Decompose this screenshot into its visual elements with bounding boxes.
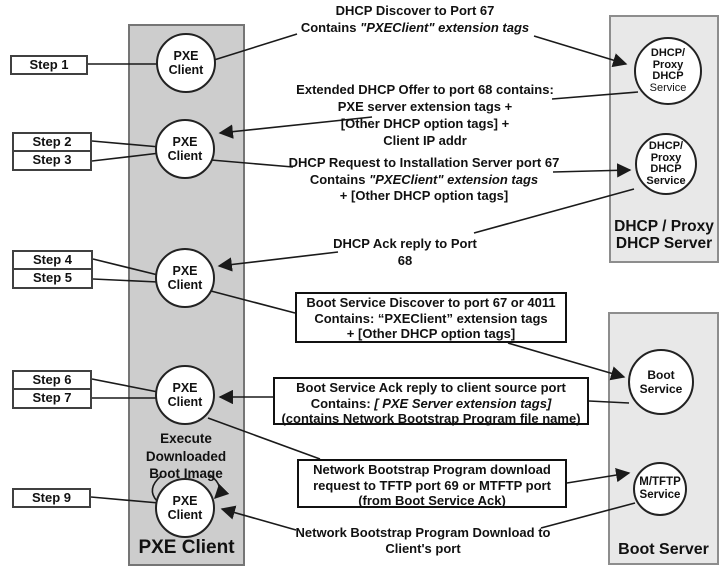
msg-line: Boot Service Ack reply to client source port	[296, 380, 566, 395]
msg-line: [Other DHCP option tags] +	[340, 116, 510, 131]
msg-line: (contains Network Bootstrap Program file name)	[281, 411, 581, 426]
msg-nbp-download	[288, 525, 558, 556]
msg-extended-dhcp-offer	[280, 81, 570, 149]
pxe-client-circle-2	[155, 119, 215, 179]
dhcp-service-label: DHCP/	[650, 47, 686, 59]
dhcp-proxy-server-label-line: DHCP / Proxy	[614, 218, 714, 235]
pxe-client-label: PXE	[172, 494, 198, 508]
boot-service-circle	[628, 349, 694, 415]
pxe-client-label: Client	[167, 508, 203, 522]
msg-line: Contains "PXEClient" extension tags	[309, 171, 539, 187]
pxe-client-circle-1	[156, 33, 216, 93]
msg-line: Contains "PXEClient" extension tags	[300, 19, 530, 35]
pxe-client-label: PXE	[172, 135, 198, 149]
msg-dhcp-discover	[270, 3, 560, 36]
boot-service-label: Boot	[647, 368, 675, 382]
dhcp-service-label: DHCP/	[648, 140, 684, 152]
step-1-box: Step 1	[10, 55, 88, 75]
execute-note-line: Boot Image	[149, 466, 223, 481]
execute-downloaded-boot-image-note	[135, 430, 237, 483]
msg-line: DHCP Request to Installation Server port 67	[288, 155, 560, 170]
pxe-client-label: PXE	[172, 381, 198, 395]
msg-boot-service-discover	[295, 292, 567, 343]
boot-server-label: Boot Server	[618, 541, 709, 558]
msg-line: Contains: [ PXE Server extension tags]	[310, 395, 552, 411]
step-6-box: Step 6	[12, 370, 92, 390]
msg-line: Client IP addr	[383, 133, 467, 148]
arrow-bootdiscover-to-bootservice	[508, 343, 624, 377]
pxe-client-label: Client	[167, 149, 203, 163]
msg-line: + [Other DHCP option tags]	[339, 188, 509, 203]
msg-line: + [Other DHCP option tags]	[346, 326, 516, 341]
msg-nbp-download-request	[297, 459, 567, 508]
msg-line: (from Boot Service Ack)	[358, 493, 506, 508]
execute-note-line: Downloaded	[145, 448, 227, 464]
msg-dhcp-request	[270, 155, 578, 205]
mtftp-service-circle	[633, 462, 687, 516]
msg-line: Network Bootstrap Program Download to	[295, 525, 551, 540]
mtftp-service-label: M/TFTP	[639, 476, 681, 488]
step-4-box: Step 4	[12, 250, 93, 270]
dhcp-proxy-server-label	[607, 218, 721, 252]
dhcp-service-label: Service	[646, 174, 686, 187]
dhcp-service-label: Proxy	[650, 151, 682, 164]
dhcp-service-label: DHCP	[652, 70, 684, 82]
pxe-client-label: PXE	[172, 264, 198, 278]
msg-line: request to TFTP port 69 or MTFTP port	[313, 477, 551, 493]
execute-note-line: Execute	[160, 431, 212, 446]
step-7-box: Step 7	[12, 388, 92, 409]
pxe-client-column-label: PXE Client	[138, 537, 235, 558]
msg-line: Extended DHCP Offer to port 68 contains:	[296, 82, 554, 97]
msg-line: Contains: “PXEClient” extension tags	[314, 310, 548, 326]
msg-line: Network Bootstrap Program download	[313, 462, 551, 477]
msg-line: DHCP Ack reply to Port 68	[333, 236, 477, 268]
msg-line: DHCP Discover to Port 67	[335, 3, 495, 18]
step-2-box: Step 2	[12, 132, 92, 152]
dhcp-service-label: Service	[649, 81, 687, 94]
msg-line: Client's port	[385, 540, 461, 556]
pxe-client-label: PXE	[173, 49, 199, 63]
boot-service-label: Service	[639, 382, 683, 396]
step-3-box: Step 3	[12, 150, 92, 171]
step-9-box: Step 9	[12, 488, 91, 508]
pxe-client-label: Client	[168, 63, 204, 77]
pxe-client-label: Client	[167, 395, 203, 409]
dhcp-proxy-service-circle-1	[634, 37, 702, 105]
dhcp-service-label: Proxy	[652, 58, 684, 71]
msg-line: Boot Service Discover to port 67 or 4011	[306, 295, 556, 310]
pxe-client-label: Client	[167, 278, 203, 292]
msg-line: PXE server extension tags +	[337, 99, 513, 114]
pxe-client-circle-5	[155, 478, 215, 538]
dhcp-proxy-server-label-line: DHCP Server	[615, 235, 713, 252]
msg-dhcp-ack	[325, 236, 485, 269]
step-5-box: Step 5	[12, 268, 93, 289]
dhcp-service-label: DHCP	[650, 163, 682, 175]
msg-boot-service-ack	[273, 377, 589, 425]
mtftp-service-label: Service	[639, 489, 681, 501]
pxe-client-circle-3	[155, 248, 215, 308]
dhcp-proxy-service-circle-2	[635, 133, 697, 195]
pxe-client-circle-4	[155, 365, 215, 425]
